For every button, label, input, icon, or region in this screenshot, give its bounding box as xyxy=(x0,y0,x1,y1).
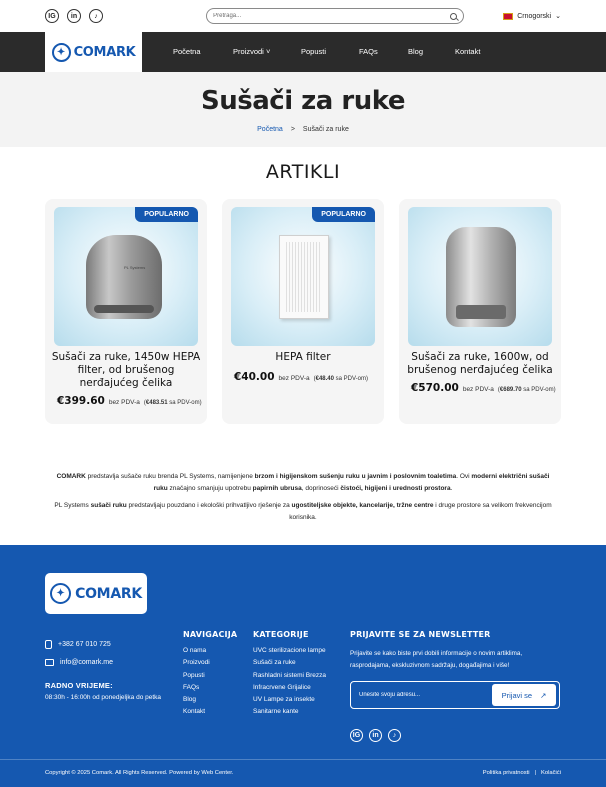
chevron-down-icon: ⌄ xyxy=(555,13,561,20)
working-hours: 08:30h - 16:00h od ponedjeljka do petka xyxy=(45,694,162,701)
tiktok-icon[interactable]: ♪ xyxy=(89,9,103,23)
desc-text: značajno smanjuju upotrebu xyxy=(167,485,253,492)
page-hero xyxy=(0,72,606,147)
phone-icon xyxy=(45,640,52,649)
desc-text: brzom i higijenskom sušenju ruku u javnim i poslovnim toaletima xyxy=(254,473,457,480)
desc-text: i druge prostore sa velikom frekvencijom korisnika. xyxy=(289,502,552,521)
vat-inclusive-value: €689.70 xyxy=(499,387,522,393)
footer-nav-title: NAVIGACIJA xyxy=(183,630,238,639)
footer-category-link[interactable]: Sušači za ruke xyxy=(253,659,296,667)
footer-category-link[interactable]: UV Lampe za insekte xyxy=(253,696,315,704)
linkedin-icon[interactable]: in xyxy=(67,9,81,23)
footer-category-link[interactable]: Sanitarne kante xyxy=(253,708,299,716)
newsletter-text: Prijavite se kako biste prvi dobili informacije o novim artiklima, rasprodajama, ekskluzivnom sadržaju, događajima i više! xyxy=(350,650,523,669)
filter-grille xyxy=(286,242,322,312)
footer-nav-link[interactable]: Proizvodi xyxy=(183,659,210,667)
product-price: €40.00 xyxy=(234,371,275,383)
tiktok-icon[interactable]: ♪ xyxy=(388,729,401,742)
nav-item-products[interactable] xyxy=(233,47,270,56)
product-grid xyxy=(45,199,561,424)
chevron-down-icon: ˅ xyxy=(263,47,271,56)
desc-text: . Ovi xyxy=(456,473,472,480)
hand-dryer-image xyxy=(446,227,516,327)
product-price: €570.00 xyxy=(411,382,459,394)
top-bar xyxy=(0,0,606,32)
footer-divider xyxy=(0,759,606,760)
section-title: ARTIKLI xyxy=(265,161,341,183)
nav-item-faqs[interactable]: FAQs xyxy=(359,47,378,56)
hours-title: RADNO VRIJEME: xyxy=(45,681,113,690)
newsletter-email-input[interactable] xyxy=(359,692,479,698)
product-image[interactable] xyxy=(231,207,375,346)
desc-text: ugostiteljske objekte, kancelarije, tržne centre xyxy=(291,502,434,509)
language-selector[interactable] xyxy=(503,12,561,20)
logo-text: COMARK xyxy=(75,585,142,602)
email-address[interactable]: info@comark.me xyxy=(60,658,114,666)
desc-text: , doprinoseći xyxy=(301,485,341,492)
email-row[interactable] xyxy=(45,653,113,671)
vat-inclusive-value: €483.51 xyxy=(145,400,168,406)
description-paragraph xyxy=(50,500,556,524)
product-card[interactable] xyxy=(45,199,207,424)
vat-inclusive-price: (€48.40 sa PDV-om) xyxy=(313,376,368,382)
desc-text: . xyxy=(450,485,453,492)
nav-item-discounts[interactable]: Popusti xyxy=(301,47,327,56)
desc-text: COMARK xyxy=(56,473,86,480)
nav-item-home[interactable]: Početna xyxy=(173,47,201,56)
footer-nav-link[interactable]: Popusti xyxy=(183,671,205,679)
search-box xyxy=(206,8,464,24)
product-card[interactable] xyxy=(222,199,384,424)
arrow-up-right-icon: ↗ xyxy=(540,690,547,700)
footer-navigation xyxy=(183,630,237,719)
footer-logo[interactable] xyxy=(45,573,147,614)
legal-separator: | xyxy=(534,770,537,776)
search-input[interactable] xyxy=(213,13,413,19)
instagram-icon[interactable]: IG xyxy=(45,9,59,23)
footer-nav-link[interactable]: FAQs xyxy=(183,683,200,691)
product-name[interactable]: Sušači za ruke, 1600w, od brušenog nerđajućeg čelika xyxy=(407,351,553,376)
footer-nav-link[interactable]: Blog xyxy=(183,696,197,704)
footer-contact xyxy=(45,635,113,671)
subscribe-label: Prijavi se xyxy=(501,690,533,700)
hand-dryer-image xyxy=(86,235,162,319)
breadcrumb-separator: > xyxy=(290,126,295,133)
product-image[interactable] xyxy=(408,207,552,346)
price-row xyxy=(57,395,203,407)
legal-links xyxy=(483,770,561,776)
desc-text: predstavlja sušače ruku brenda PL Systems, namijenjene xyxy=(85,473,255,480)
product-name[interactable]: HEPA filter xyxy=(275,351,331,363)
language-label: Crnogorski xyxy=(517,12,552,20)
nav-item-products-label: Proizvodi xyxy=(233,47,264,56)
desc-text: čistoći, higijeni i urednosti prostora xyxy=(340,485,451,492)
popular-badge: POPULARNO xyxy=(135,207,198,222)
vat-inclusive-label: sa PDV-om xyxy=(523,387,554,393)
brand-label: PL Systems xyxy=(124,265,146,270)
vat-label: bez PDV-a xyxy=(278,375,310,382)
page-title: Sušači za ruke xyxy=(201,86,405,116)
product-image[interactable] xyxy=(54,207,198,346)
breadcrumb xyxy=(0,126,606,133)
vat-inclusive-price: (€483.51 sa PDV-om) xyxy=(143,400,202,406)
main-nav xyxy=(0,32,606,72)
vat-inclusive-price: (€689.70 sa PDV-om) xyxy=(497,387,556,393)
footer-social-links xyxy=(350,729,401,742)
nav-item-blog[interactable]: Blog xyxy=(408,47,424,56)
logo-mark-icon: ✦ xyxy=(52,43,71,62)
copyright: Copyright © 2025 Comark. All Rights Reserved. Powered by Web Center. xyxy=(45,770,234,776)
phone-number[interactable]: +382 67 010 725 xyxy=(58,640,111,648)
footer-categories-title: KATEGORIJE xyxy=(253,630,309,639)
price-row xyxy=(234,371,380,383)
desc-text: predstavljaju pouzdano i ekološki prihvatljivo rješenje za xyxy=(126,502,292,509)
footer-category-link[interactable]: Infracrvene Grijalice xyxy=(253,683,311,691)
footer-nav-link[interactable]: O nama xyxy=(183,647,207,654)
logo-mark-icon: ✦ xyxy=(50,583,71,604)
desc-text: papirnih ubrusa xyxy=(252,485,302,492)
vat-label: bez PDV-a xyxy=(108,399,140,406)
breadcrumb-current: Sušači za ruke xyxy=(302,126,349,133)
nav-item-contact[interactable]: Kontakt xyxy=(455,47,481,56)
newsletter-title: PRIJAVITE SE ZA NEWSLETTER xyxy=(350,630,491,639)
logo[interactable] xyxy=(45,32,142,72)
instagram-icon[interactable]: IG xyxy=(350,729,363,742)
footer-category-link[interactable]: Rashladni sistemi Brezza xyxy=(253,671,326,679)
footer-nav-link[interactable]: Kontakt xyxy=(183,708,206,716)
desc-text: moderni električni sušači ruku xyxy=(153,473,550,492)
social-links xyxy=(45,9,103,23)
cookies-link[interactable]: Kolačići xyxy=(541,770,561,776)
hepa-filter-image xyxy=(279,235,329,319)
newsletter xyxy=(350,630,562,709)
category-description xyxy=(50,471,556,524)
breadcrumb-home[interactable]: Početna xyxy=(257,126,283,133)
product-name[interactable]: Sušači za ruke, 1450w HEPA filter, od brušenog nerđajućeg čelika xyxy=(51,351,201,389)
subscribe-button[interactable] xyxy=(492,684,556,706)
product-price: €399.60 xyxy=(57,395,105,407)
description-paragraph xyxy=(50,471,556,495)
phone-row[interactable] xyxy=(45,635,113,653)
vat-inclusive-label: sa PDV-om xyxy=(335,376,366,382)
montenegro-flag-icon xyxy=(503,13,513,20)
linkedin-icon[interactable]: in xyxy=(369,729,382,742)
footer-categories xyxy=(253,630,326,719)
vat-inclusive-value: €48.40 xyxy=(315,376,334,382)
newsletter-form xyxy=(350,681,560,709)
desc-text: sušači ruku xyxy=(90,502,127,509)
mail-icon xyxy=(45,659,54,666)
footer-category-link[interactable]: UVC sterilizacione lampe xyxy=(253,647,326,654)
desc-text: PL Systems xyxy=(54,502,91,509)
vat-label: bez PDV-a xyxy=(462,386,494,393)
search-icon[interactable] xyxy=(450,13,457,20)
privacy-policy-link[interactable]: Politika privatnosti xyxy=(482,770,530,776)
price-row xyxy=(411,382,557,394)
product-card[interactable] xyxy=(399,199,561,424)
vat-inclusive-label: sa PDV-om xyxy=(169,400,200,406)
site-footer xyxy=(0,545,606,787)
popular-badge: POPULARNO xyxy=(312,207,375,222)
logo-text: COMARK xyxy=(73,44,136,60)
